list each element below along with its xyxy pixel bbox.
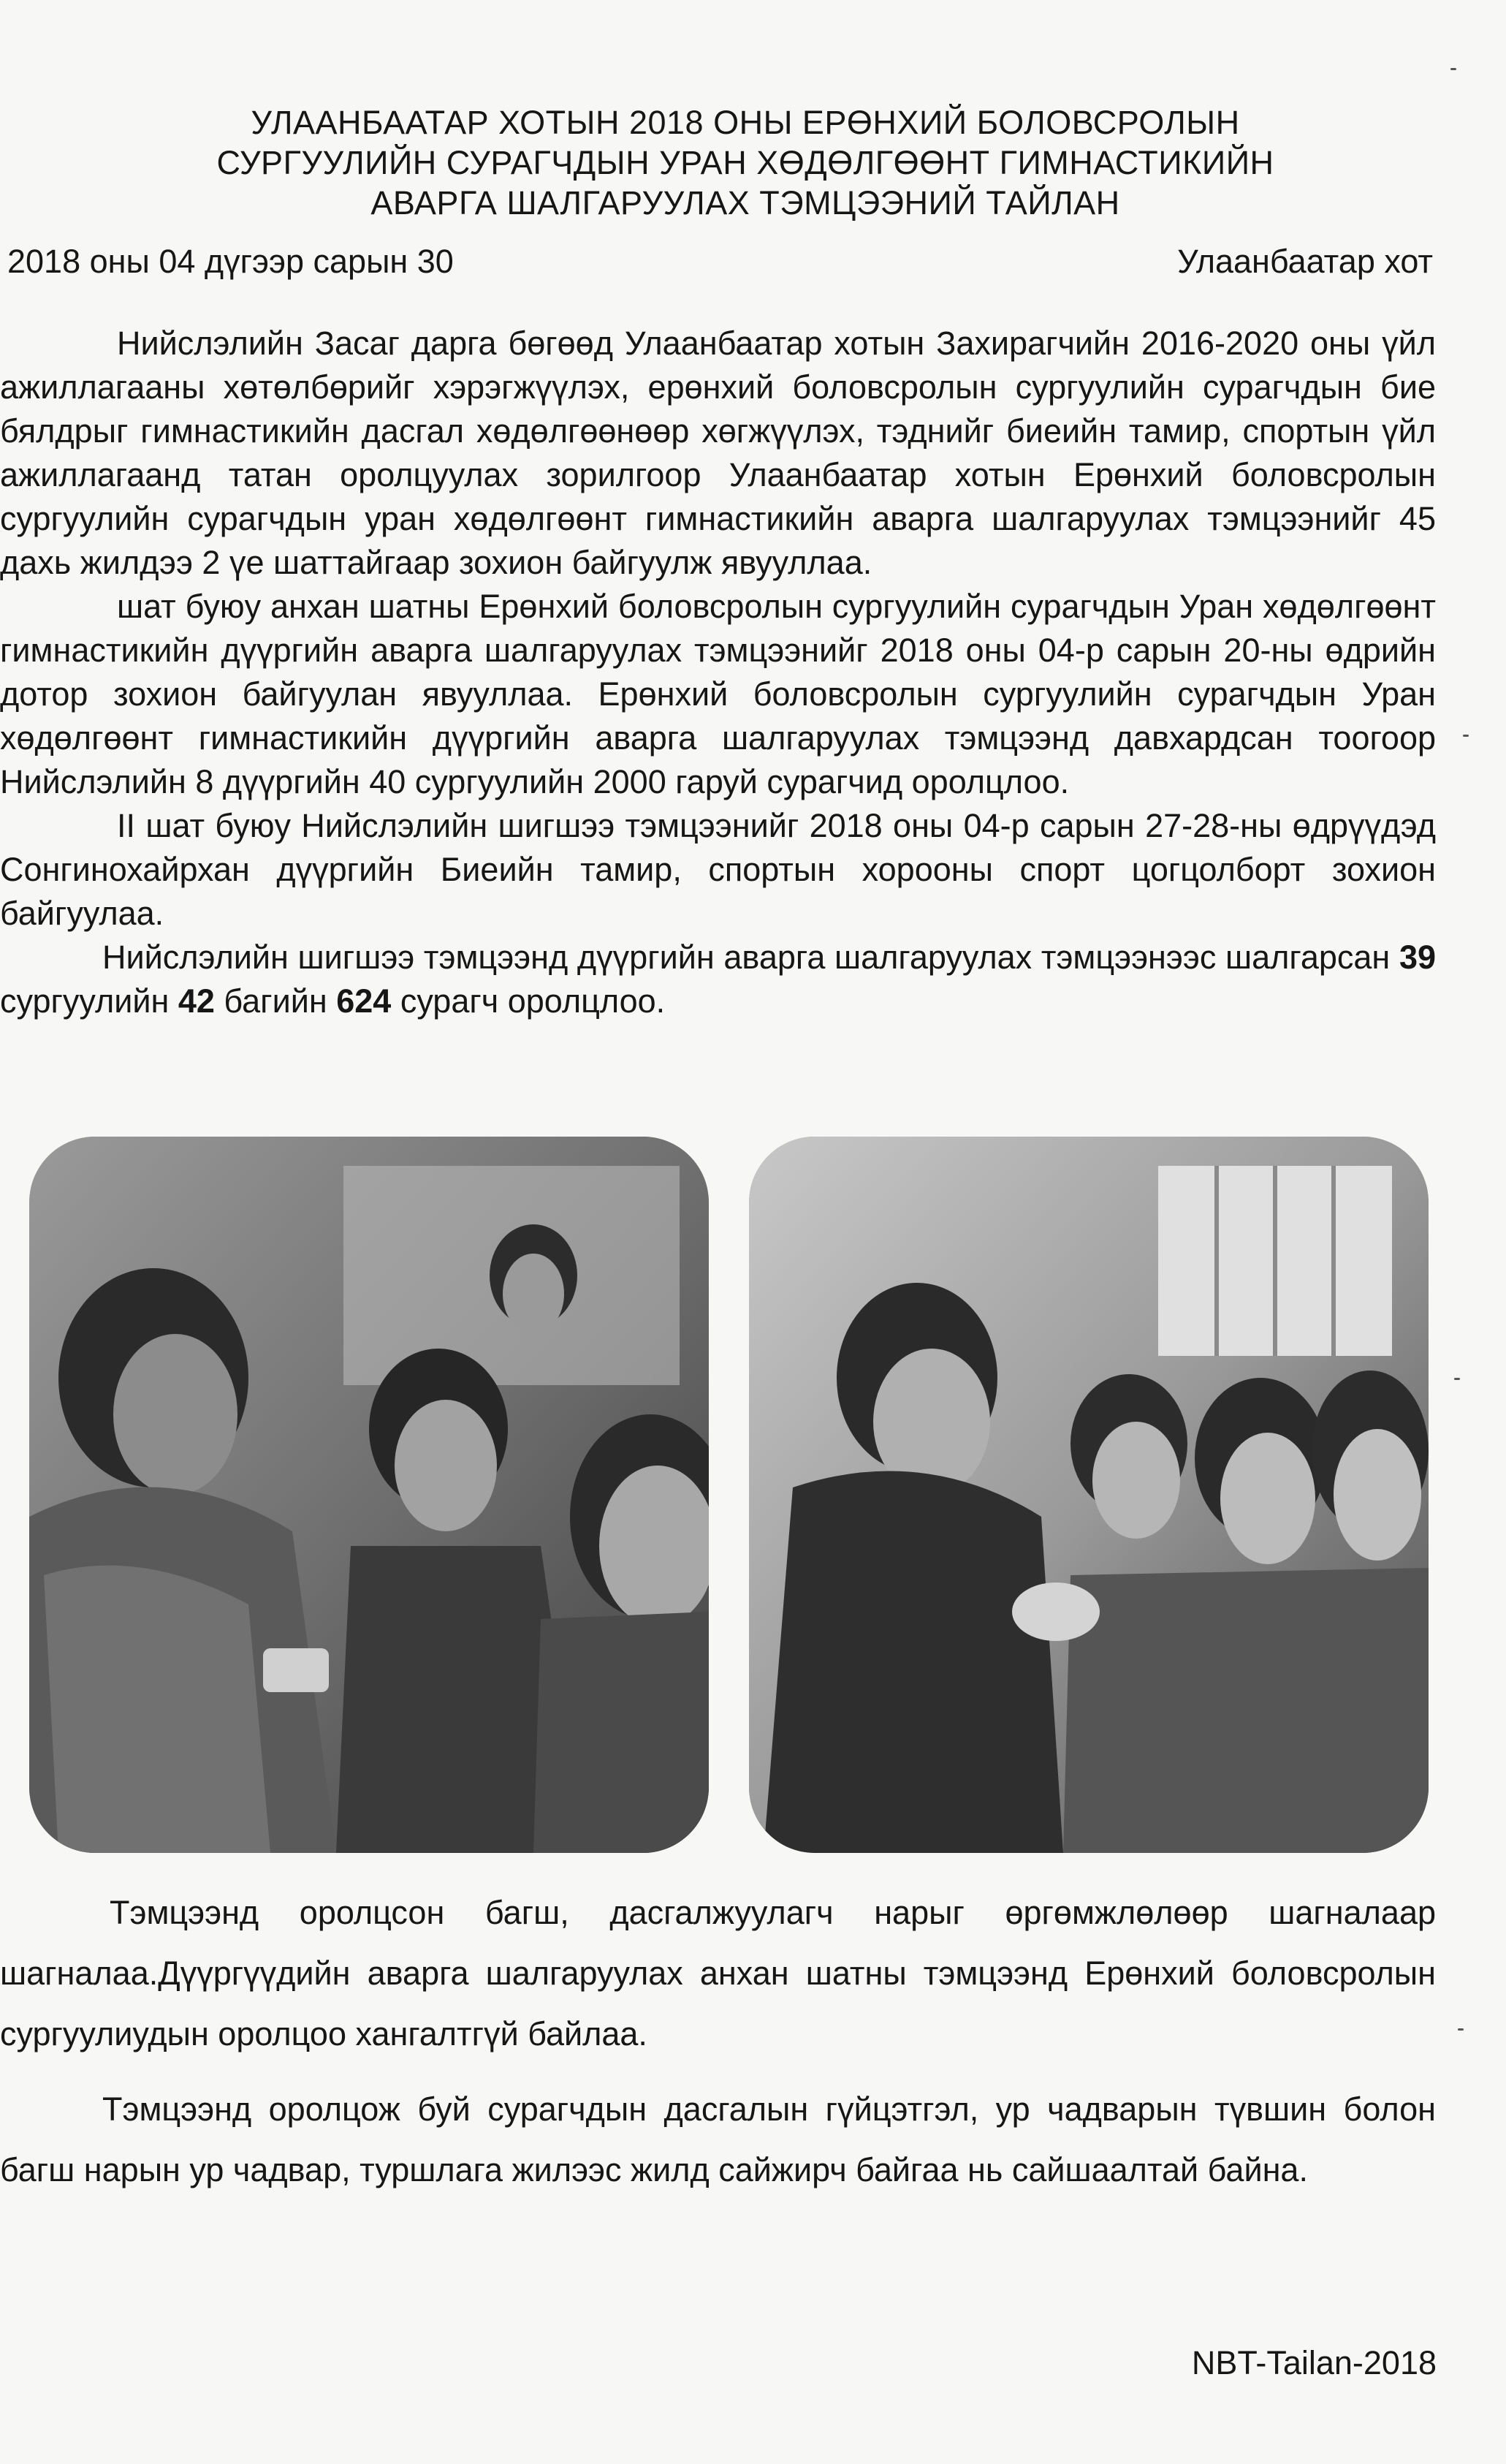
paragraph-3: II шат буюу Нийслэлийн шигшээ тэмцээнийг 2018 оны 04-р сарын 27-28-ны өдрүүдэд Сонгинохайрхан дүүргийн Биеийн тамир, спортын хорооны спорт цогцолборт зохион байгуулаа. (0, 807, 1436, 932)
report-place: Улаанбаатар хот (1177, 243, 1433, 280)
paragraph-6: Тэмцээнд оролцож буй сурагчдын дасгалын гүйцэтгэл, ур чадварын түвшин болон багш нарын ур чадвар, туршлага жилээс жилд сайжирч байгаа нь сайшаалтай байна. (0, 2090, 1436, 2188)
photo-left-image (29, 1137, 709, 1853)
paragraph-4 (0, 936, 1436, 1023)
students-count: 624 (336, 982, 392, 1020)
title-line-2: СУРГУУЛИЙН СУРАГЧДЫН УРАН ХӨДӨЛГӨӨНТ ГИМНАСТИКИЙН (216, 144, 1274, 181)
document-code: NBT-Tailan-2018 (1191, 2344, 1437, 2381)
report-title (117, 102, 1374, 223)
paragraph-5: Тэмцээнд оролцсон багш, дасгалжуулагч нарыг өргөмжлөлөөр шагналаар шагналаа.Дүүргүүдийн аварга шалгаруулах анхан шатны тэмцээнд Ерөнхий боловсролын сургуулиудын оролцоо хангалтгүй байлаа. (0, 1894, 1436, 2052)
scan-speck (1454, 1378, 1460, 1380)
scan-speck (1463, 735, 1469, 737)
title-line-3: АВАРГА ШАЛГАРУУЛАХ ТЭМЦЭЭНИЙ ТАЙЛАН (370, 184, 1120, 221)
paragraph-4-mid1: сургуулийн (0, 982, 178, 1020)
award-photo-left (29, 1137, 709, 1853)
dateline (7, 241, 1433, 281)
paragraph-4-start: Нийслэлийн шигшээ тэмцээнд дүүргийн аварга шалгаруулах тэмцээнээс шалгарсан (102, 939, 1399, 976)
paragraph-4-mid2: багийн (214, 982, 337, 1020)
paragraph-4-end: сурагч оролцлоо. (391, 982, 666, 1020)
report-date: 2018 оны 04 дүгээр сарын 30 (7, 243, 454, 280)
scan-speck (1450, 68, 1456, 70)
report-conclusion (0, 1882, 1436, 2200)
report-body (0, 322, 1436, 1023)
scan-speck (1458, 2028, 1464, 2031)
schools-count: 39 (1399, 939, 1436, 976)
paragraph-2: шат буюу анхан шатны Ерөнхий боловсролын сургуулийн сурагчдын Уран хөдөлгөөнт гимнастикийн дүүргийн аварга шалгаруулах тэмцээнийг 2018 оны 04-р сарын 20-ны өдрийн дотор зохион байгуулан явууллаа. Ерөнхий боловсролын сургуулийн сурагчдын Уран хөдөлгөөнт гимнастикийн дүүргийн аварга шалгаруулах тэмцээнд давхардсан тоогоор Нийслэлийн 8 дүүргийн 40 сургуулийн 2000 гаруй сурагчид оролцлоо. (0, 588, 1436, 800)
teams-count: 42 (178, 982, 215, 1020)
title-line-1: УЛААНБААТАР ХОТЫН 2018 ОНЫ ЕРӨНХИЙ БОЛОВСРОЛЫН (251, 104, 1240, 141)
award-photo-right (749, 1137, 1429, 1853)
photo-right-image (749, 1137, 1429, 1853)
paragraph-1: Нийслэлийн Засаг дарга бөгөөд Улаанбаатар хотын Захирагчийн 2016-2020 оны үйл ажиллагааны хөтөлбөрийг хэрэгжүүлэх, ерөнхий боловсролын сургуулийн сурагчдын бие бялдрыг гимнастикийн дасгал хөдөлгөөнөөр хөгжүүлэх, тэднийг биеийн тамир, спортын үйл ажиллагаанд татан оролцуулах зорилгоор Улаанбаатар хотын Ерөнхий боловсролын сургуулийн сурагчдын уран хөдөлгөөнт гимнастикийн аварга шалгаруулах тэмцээнийг 45 дахь жилдээ 2 үе шаттайгаар зохион байгуулж явууллаа. (0, 325, 1436, 581)
